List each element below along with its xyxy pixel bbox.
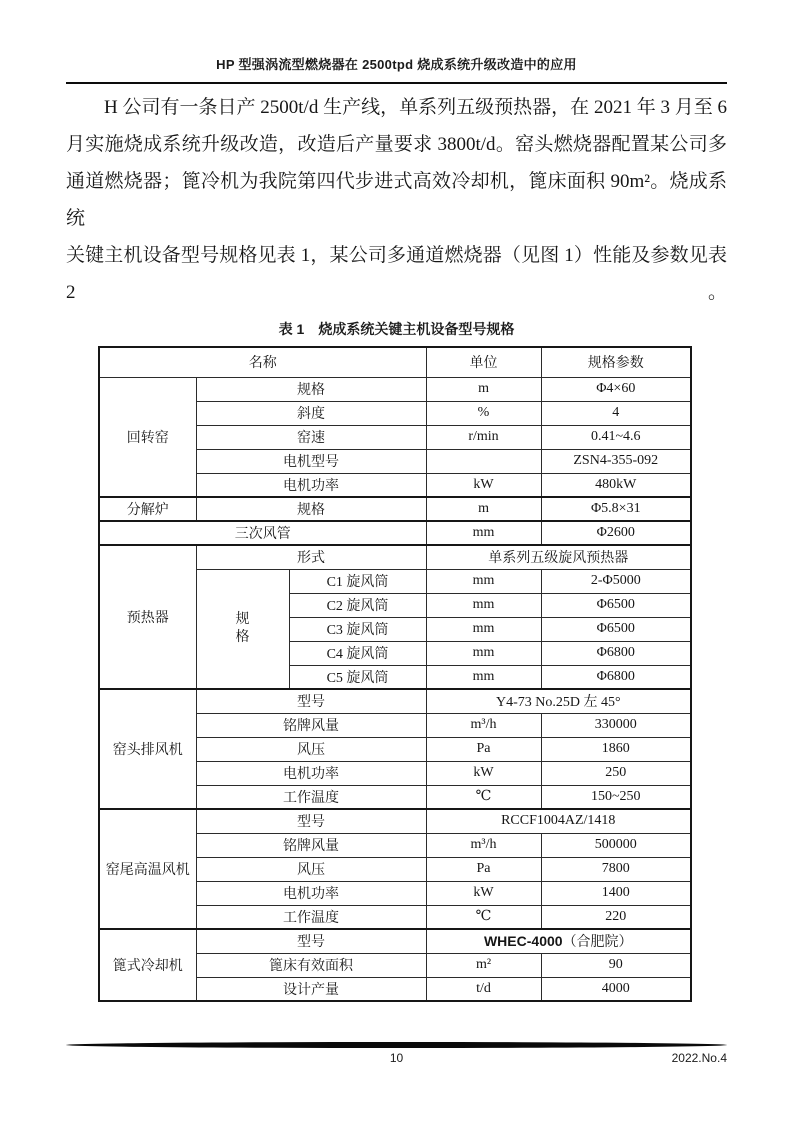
spec-table — [98, 346, 692, 1002]
unit-cell: mm — [426, 593, 541, 617]
value-cell: 单系列五级旋风预热器 — [426, 545, 691, 569]
unit-cell: % — [426, 401, 541, 425]
unit-cell: kW — [426, 473, 541, 497]
table-row — [99, 521, 691, 545]
param-cell: 设计产量 — [196, 977, 426, 1001]
page-content — [66, 0, 727, 1002]
param-cell: 风压 — [196, 737, 426, 761]
param-cell: C1 旋风筒 — [289, 569, 426, 593]
group-cell: 窑头排风机 — [99, 689, 196, 809]
cooler-model-code: WHEC-4000 — [483, 933, 563, 950]
value-cell: 480kW — [541, 473, 691, 497]
unit-cell: t/d — [426, 977, 541, 1001]
param-cell: 电机型号 — [196, 449, 426, 473]
param-cell: 型号 — [196, 689, 426, 713]
group-cell: 预热器 — [99, 545, 196, 689]
param-cell: 窑速 — [196, 425, 426, 449]
col-header-spec: 规格参数 — [541, 347, 691, 377]
value-cell: ZSN4-355-092 — [541, 449, 691, 473]
unit-cell: mm — [426, 641, 541, 665]
unit-cell: kW — [426, 881, 541, 905]
page-footer — [66, 1051, 727, 1071]
footer-rule — [66, 1041, 727, 1049]
unit-cell — [426, 449, 541, 473]
issue-label: 2022.No.4 — [671, 1051, 727, 1065]
value-cell: Y4-73 No.25D 左 45° — [426, 689, 691, 713]
param-cell: 型号 — [196, 929, 426, 953]
unit-cell: m³/h — [426, 833, 541, 857]
param-cell: C3 旋风筒 — [289, 617, 426, 641]
paragraph-line: H 公司有一条日产 2500t/d 生产线，单系列五级预热器，在 2021 年 3 月至 6 — [104, 97, 727, 118]
value-cell: 1860 — [541, 737, 691, 761]
running-head-title: HP 型强涡流型燃烧器在 2500tpd 烧成系统升级改造中的应用 — [216, 57, 577, 72]
table-row — [99, 689, 691, 713]
paragraph-line: 月实施烧成系统升级改造，改造后产量要求 3800t/d。窑头燃烧器配置某公司多 — [66, 134, 727, 155]
param-cell: 风压 — [196, 857, 426, 881]
unit-cell: r/min — [426, 425, 541, 449]
value-cell: 0.41~4.6 — [541, 425, 691, 449]
page-number: 10 — [389, 1051, 404, 1065]
value-cell: Φ6800 — [541, 665, 691, 689]
param-cell: C5 旋风筒 — [289, 665, 426, 689]
unit-cell: ℃ — [426, 905, 541, 929]
unit-cell: mm — [426, 521, 541, 545]
value-cell: Φ6500 — [541, 617, 691, 641]
unit-cell: m — [426, 497, 541, 521]
table-row — [99, 377, 691, 401]
value-cell: 2-Φ5000 — [541, 569, 691, 593]
group-cell: 分解炉 — [99, 497, 196, 521]
table-row — [99, 497, 691, 521]
table-row — [99, 809, 691, 833]
unit-cell: m³/h — [426, 713, 541, 737]
param-cell: 电机功率 — [196, 473, 426, 497]
param-cell: 铭牌风量 — [196, 713, 426, 737]
value-cell: 4 — [541, 401, 691, 425]
value-cell: 7800 — [541, 857, 691, 881]
group-cell: 回转窑 — [99, 377, 196, 497]
body-paragraph — [66, 89, 727, 311]
table-row — [99, 929, 691, 953]
value-cell: 4000 — [541, 977, 691, 1001]
value-cell: Φ5.8×31 — [541, 497, 691, 521]
param-cell: 规格 — [196, 497, 426, 521]
table-row — [99, 545, 691, 569]
param-cell: 铭牌风量 — [196, 833, 426, 857]
param-cell: C2 旋风筒 — [289, 593, 426, 617]
param-cell: 电机功率 — [196, 881, 426, 905]
unit-cell: mm — [426, 569, 541, 593]
value-cell: Φ6800 — [541, 641, 691, 665]
value-cell: Φ6500 — [541, 593, 691, 617]
paragraph-line: 通道燃烧器；篦冷机为我院第四代步进式高效冷却机，篦床面积 90m²。烧成系统 — [66, 171, 727, 229]
value-cell: 330000 — [541, 713, 691, 737]
unit-cell: kW — [426, 761, 541, 785]
param-cell: 斜度 — [196, 401, 426, 425]
group-cell: 篦式冷却机 — [99, 929, 196, 1001]
paragraph-line: 关键主机设备型号规格见表 1，某公司多通道燃烧器（见图 1）性能及参数见表 2。 — [66, 245, 727, 303]
subgroup-cell — [196, 569, 289, 689]
value-cell: RCCF1004AZ/1418 — [426, 809, 691, 833]
param-cell: 篦床有效面积 — [196, 953, 426, 977]
unit-cell: mm — [426, 617, 541, 641]
unit-cell: mm — [426, 665, 541, 689]
value-cell: 150~250 — [541, 785, 691, 809]
param-cell: 型号 — [196, 809, 426, 833]
unit-cell: m² — [426, 953, 541, 977]
param-cell: 形式 — [196, 545, 426, 569]
unit-cell: Pa — [426, 857, 541, 881]
value-cell: 250 — [541, 761, 691, 785]
cooler-model-note: （合肥院） — [562, 935, 633, 951]
param-cell: C4 旋风筒 — [289, 641, 426, 665]
value-cell: Φ4×60 — [541, 377, 691, 401]
param-cell: 三次风管 — [99, 521, 426, 545]
unit-cell: m — [426, 377, 541, 401]
subgroup-label: 规格 — [235, 611, 250, 645]
param-cell: 规格 — [196, 377, 426, 401]
col-header-unit: 单位 — [426, 347, 541, 377]
param-cell: 工作温度 — [196, 785, 426, 809]
unit-cell: ℃ — [426, 785, 541, 809]
unit-cell: Pa — [426, 737, 541, 761]
param-cell: 电机功率 — [196, 761, 426, 785]
value-cell: Φ2600 — [541, 521, 691, 545]
value-cell: 1400 — [541, 881, 691, 905]
param-cell: 工作温度 — [196, 905, 426, 929]
value-cell: 220 — [541, 905, 691, 929]
header-rule — [66, 82, 727, 84]
value-cell — [426, 929, 691, 953]
col-header-name: 名称 — [99, 347, 426, 377]
group-cell: 窑尾高温风机 — [99, 809, 196, 929]
table-caption: 表 1 烧成系统关键主机设备型号规格 — [278, 321, 515, 337]
table-header-row — [99, 347, 691, 377]
value-cell: 90 — [541, 953, 691, 977]
value-cell: 500000 — [541, 833, 691, 857]
